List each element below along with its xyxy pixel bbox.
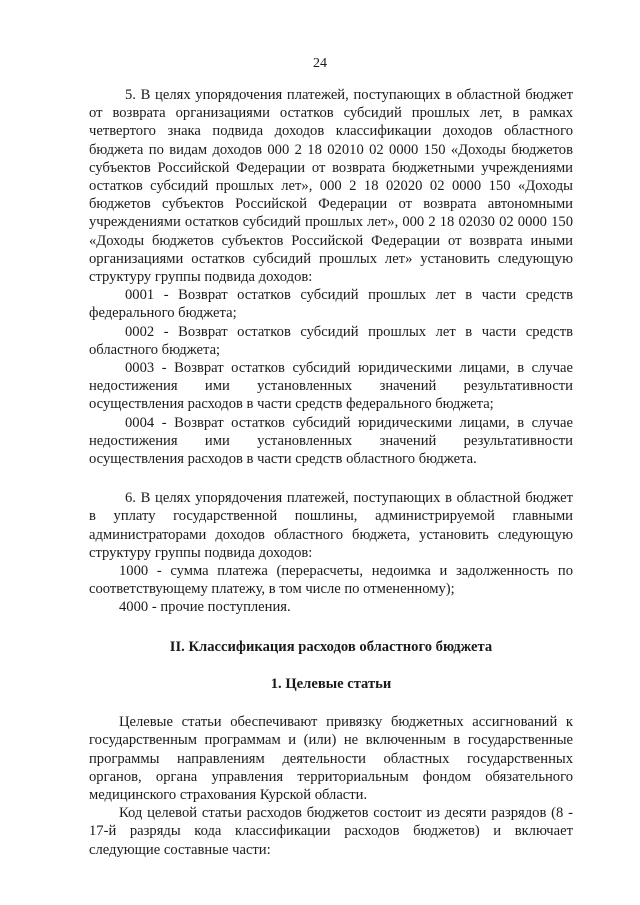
section-6-intro: 6. В целях упорядочения платежей, поступающих в областной бюджет в уплату государственной пошлины, администрируемой главными администраторами доходов областного бюджета, установить следующую структуру группы подвида доходов: — [89, 490, 573, 561]
section-5-item-0004: 0004 - Возврат остатков субсидий юридическими лицами, в случае недостижения ими установленных значений результативности осуществления расходов в части средств областного бюджета. — [89, 414, 573, 468]
section-5-item-0002: 0002 - Возврат остатков субсидий прошлых лет в части средств областного бюджета; — [89, 323, 573, 358]
document-body — [89, 86, 573, 859]
section-6-item-1000: 1000 - сумма платежа (перерасчеты, недоимка и задолженность по соответствующему платежу, в том числе по отмененному); — [89, 563, 573, 598]
section-5-intro: 5. В целях упорядочения платежей, поступающих в областной бюджет от возврата организациями остатков субсидий прошлых лет, в рамках четвертого знака подвида доходов классификации доходов областного бюджета по видам доходов 000 2 18 02010 02 0000 150 «Доходы бюджетов субъектов Российской Федерации от возврата бюджетными учреждениями остатков субсидий прошлых лет», 000 2 18 02020 02 0000 150 «Доходы бюджетов субъектов Российской Федерации от возврата автономными учреждениями остатков субсидий прошлых лет», 000 2 18 02030 02 0000 150 «Доходы бюджетов субъектов Российской Федерации от возврата иными организациями остатков субсидий прошлых лет» установить следующую структуру группы подвида доходов: — [89, 87, 573, 286]
page-number: 24 — [313, 56, 327, 71]
section-6-item-4000: 4000 - прочие поступления. — [119, 599, 291, 616]
target-articles-paragraph-2: Код целевой статьи расходов бюджетов состоит из десяти разрядов (8 - 17-й разряды кода классификации расходов бюджетов) и включает следующие составные части: — [89, 805, 573, 858]
target-articles-paragraph-1: Целевые статьи обеспечивают привязку бюджетных ассигнований к государственным программам и (или) не включенным в государственные программы направлениям деятельности областных государственных органов, органа управления территориальным фондом обязательного медицинского страхования Курской области. — [89, 714, 573, 803]
section-5-item-0001: 0001 - Возврат остатков субсидий прошлых лет в части средств федерального бюджета; — [89, 287, 573, 322]
subsection-title: 1. Целевые статьи — [270, 675, 392, 692]
section-title: II. Классификация расходов областного бюджета — [169, 638, 493, 655]
section-5-item-0003: 0003 - Возврат остатков субсидий юридическими лицами, в случае недостижения ими установленных значений результативности осуществления расходов в части средств федерального бюджета; — [89, 360, 573, 413]
